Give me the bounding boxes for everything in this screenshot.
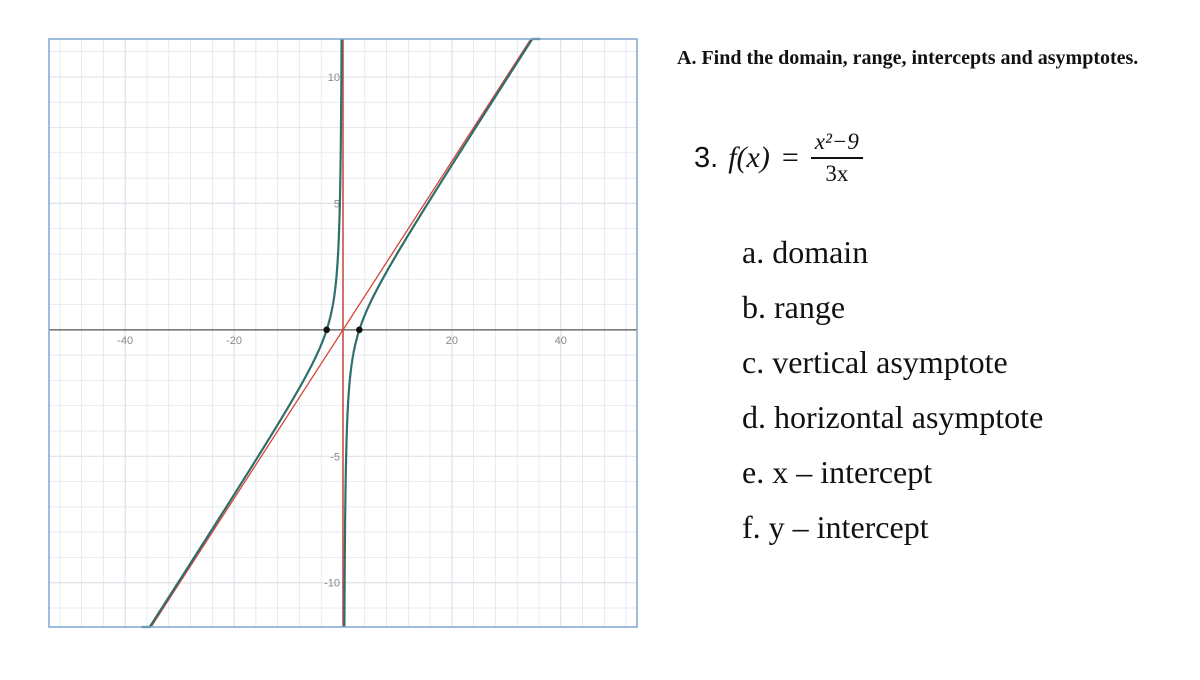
y-tick-label: 5: [333, 198, 340, 211]
part-vertical-asymptote: c. vertical asymptote: [742, 344, 1008, 380]
x-tick-label: -40: [117, 334, 134, 347]
part-range: b. range: [742, 289, 846, 325]
y-tick-label: 10: [327, 71, 340, 84]
x-tick-label: -20: [226, 334, 243, 347]
x-tick-label: 20: [445, 334, 459, 347]
denominator: 3x: [825, 161, 849, 186]
function-name: f(x): [728, 141, 770, 174]
equals-sign: =: [781, 141, 799, 174]
x-intercept-point: [356, 327, 363, 334]
y-tick-label: -5: [330, 451, 340, 464]
fraction: [811, 129, 863, 187]
problem-number: 3.: [694, 141, 719, 174]
problem-heading: A. Find the domain, range, intercepts and asymptotes.: [677, 47, 1139, 69]
question-parts: [742, 228, 1043, 558]
y-tick-label: -10: [324, 577, 340, 590]
function-formula: [694, 118, 863, 198]
numerator: x²−9: [811, 129, 863, 159]
part-y-intercept: f. y – intercept: [742, 509, 929, 545]
part-horizontal-asymptote: d. horizontal asymptote: [742, 399, 1044, 435]
x-intercept-point: [323, 327, 330, 334]
part-x-intercept: e. x – intercept: [742, 454, 933, 490]
x-tick-label: 40: [554, 334, 567, 347]
part-domain: a. domain: [742, 234, 869, 270]
